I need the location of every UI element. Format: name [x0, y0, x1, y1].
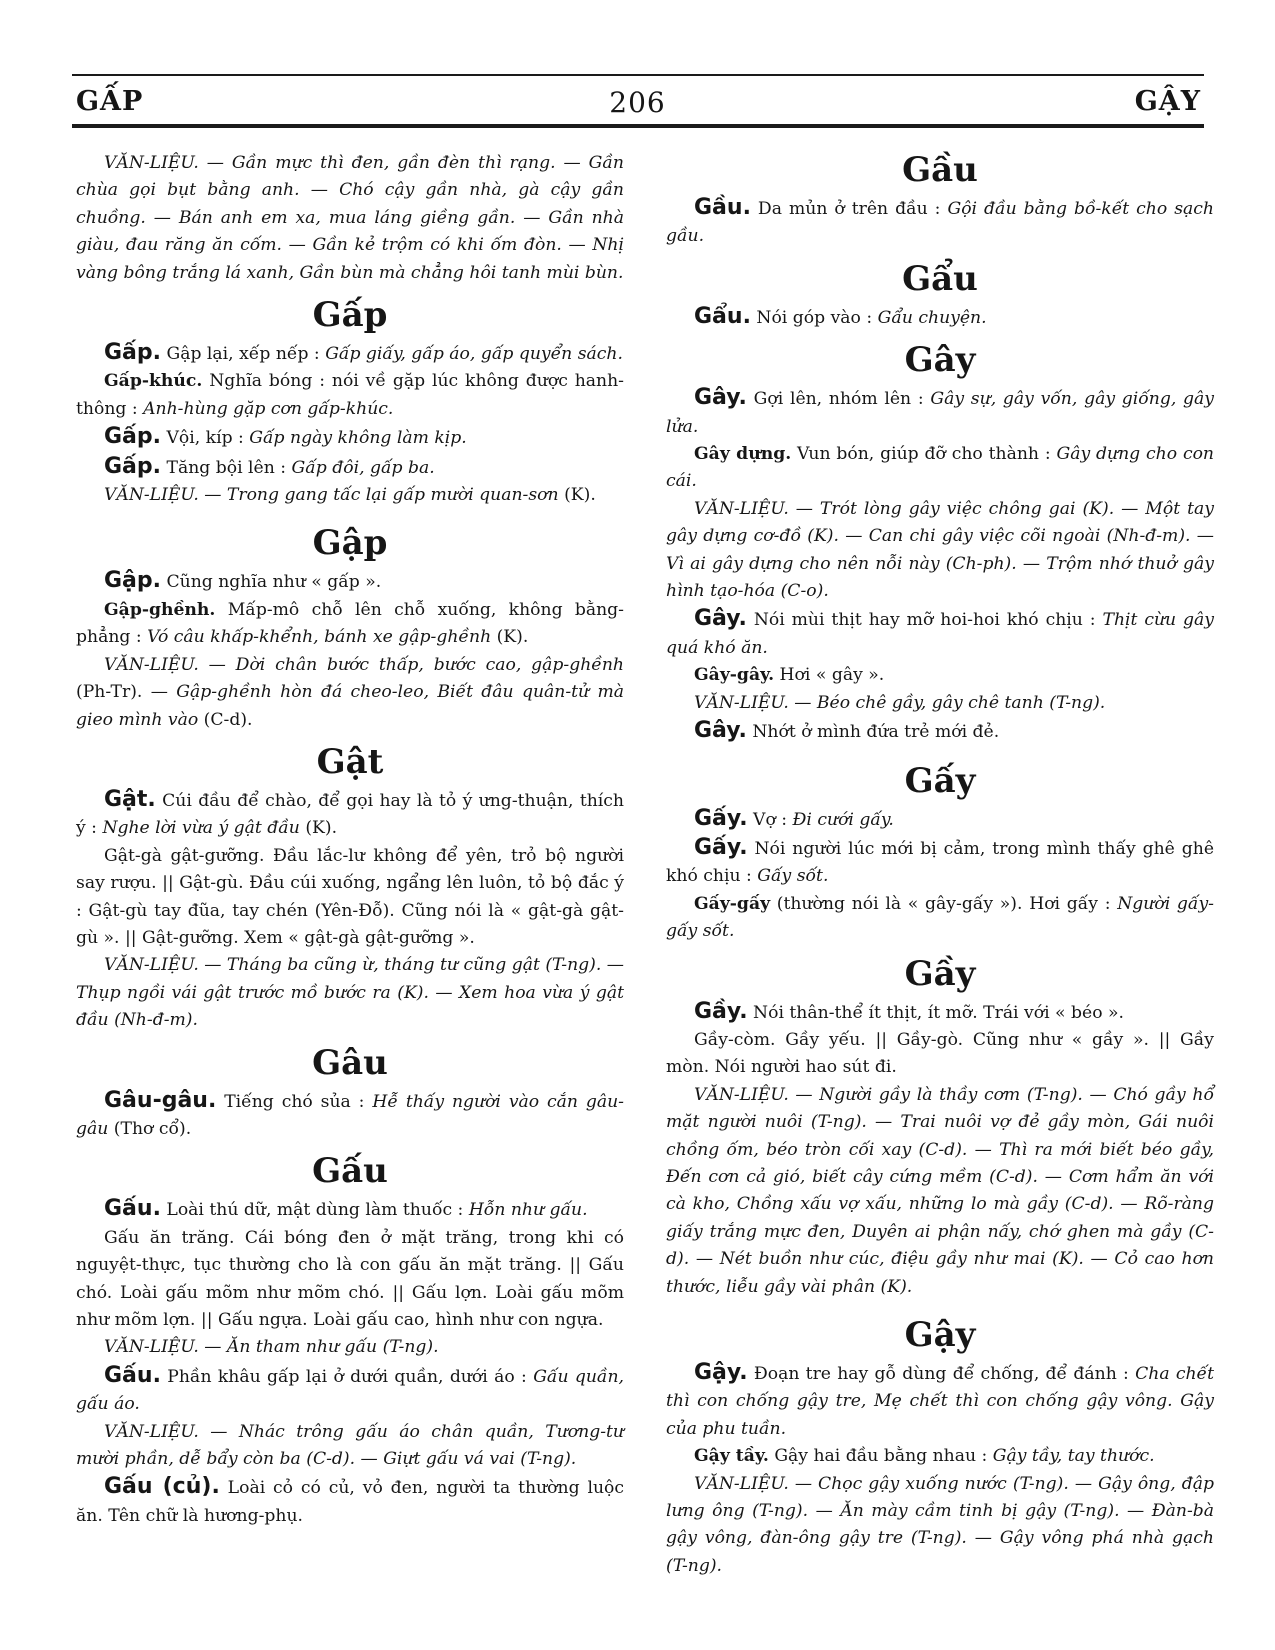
- headword-gay-huyen: Gầy: [904, 953, 976, 994]
- headword-gay-sac: Gấy: [904, 760, 976, 801]
- entry-def: Nói mùi thịt hay mỡ hoi-hoi khó chịu :: [746, 610, 1103, 631]
- entry-def: Nói góp vào :: [750, 307, 878, 328]
- sub-entry-gap-khuc: [76, 368, 624, 423]
- headword-gat: Gật: [316, 741, 384, 782]
- entry-gau-gau: [76, 1087, 624, 1144]
- entry-hw: Gấp.: [104, 424, 162, 450]
- sub-entries-gau: Gấu ăn trăng. Cái bóng đen ở mặt trăng, trong khi có nguyệt-thực, tục thường cho là con gấu ăn mặt trăng. || Gấu chó. Loài gấu mõm như mõm chó. || Gấu lợn. Loài gấu mõm như mõm lợn. || Gấu ngựa. Loài gấu cao, hình như con ngựa.: [76, 1227, 624, 1330]
- van-lieu-source: (Ph-Tr). —: [76, 682, 177, 703]
- sub-entry-gay-tay: [666, 1443, 1214, 1470]
- entry-hw: Gấu.: [104, 1196, 161, 1222]
- entry-hw: Gây.: [694, 385, 747, 411]
- headword-gay: Gây: [904, 340, 976, 381]
- entry-example: Đi cưới gấy.: [792, 809, 894, 830]
- entry-gap-3: [76, 453, 624, 482]
- running-head-left: GẤP: [76, 86, 144, 117]
- van-lieu-gap: [76, 482, 624, 509]
- entry-def: Da mủn ở trên đầu :: [750, 199, 948, 219]
- entry-example: Gấp đôi, gấp ba.: [291, 457, 435, 478]
- sub-entry-def: Hơi « gây ».: [774, 665, 885, 686]
- entry-gau-huyen: [666, 194, 1214, 251]
- entry-source: (Thơ cổ).: [108, 1118, 192, 1139]
- entry-def: Cũng nghĩa như « gấp ».: [161, 572, 382, 593]
- sub-entry-gay-dung: [666, 441, 1214, 496]
- sub-entry-source: (K).: [491, 627, 529, 648]
- entry-hw: Gây.: [694, 606, 747, 632]
- entry-gat: [76, 786, 624, 843]
- sub-entry-gap-ghenh: [76, 597, 624, 652]
- van-lieu-gay-huyen: VĂN-LIỆU. — Người gầy là thầy cơm (T-ng). — Chó gầy hổ mặt người nuôi (T-ng). — Trai nuôi vợ đẻ gầy mòn, Gái nuôi chồng ốm, béo tròn cối xay (C-d). — Thì ra mới biết béo gầy, Đến cơn cả gió, biết cây cứng mềm (C-d). — Cơm hẩm ăn với cà kho, Chồng xấu vợ xấu, những lo mà gầy (C-d). — Rõ-ràng giấy trắng mực đen, Duyên ai phận nấy, chớ ghen mà gầy (C-d). — Nét buồn như cúc, điệu gầy như mai (K). — Cỏ cao hơn thước, liễu gầy vài phân (K).: [666, 1084, 1214, 1297]
- sub-entry-label: Gây dựng.: [694, 444, 792, 465]
- entry-hw: Gầy.: [694, 998, 748, 1024]
- entry-gay-sac-2: [666, 834, 1214, 891]
- entry-example: Gội đầu bằng bồ-kết cho sạch gầu.: [666, 199, 1214, 247]
- entry-hw: Gầu.: [694, 195, 751, 220]
- sub-entry-example: Vó câu khấp-khểnh, bánh xe gập-ghềnh: [147, 627, 492, 648]
- entry-gay-sac-1: [666, 805, 1214, 834]
- entry-example: Thịt cừu gây quá khó ăn.: [666, 610, 1214, 658]
- entry-gay-2: [666, 605, 1214, 662]
- entry-example: Hỗn như gấu.: [468, 1200, 588, 1221]
- sub-entry-example: Anh-hùng gặp cơn gấp-khúc.: [143, 398, 394, 419]
- van-lieu-gay-1: VĂN-LIỆU. — Trót lòng gây việc chông gai (K). — Một tay gây dựng cơ-đồ (K). — Can chi gây việc cõi ngoài (Nh-đ-m). — Vì ai gây dựng cho nên nỗi này (Ch-ph). — Trộm nhớ thuở gây hình tạo-hóa (C-o).: [666, 498, 1214, 602]
- entry-gap-1: [76, 339, 624, 368]
- entry-gau-1: [76, 1195, 624, 1224]
- van-lieu-text: VĂN-LIỆU. — Trong gang tấc lại gấp mười quan-sơn: [104, 485, 565, 506]
- van-lieu-text: VĂN-LIỆU. — Dời chân bước thấp, bước cao, gập-ghềnh: [104, 654, 624, 675]
- entry-def: Đoạn tre hay gỗ dùng để chống, để đánh :: [747, 1364, 1136, 1384]
- entry-def: Tăng bội lên :: [161, 457, 292, 478]
- entry-example: Nghe lời vừa ý gật đầu: [102, 818, 300, 839]
- van-lieu-continuation: VĂN-LIỆU. — Gần mực thì đen, gần đèn thì rạng. — Gần chùa gọi bụt bằng anh. — Chó cậy gần nhà, gà cậy gần chuồng. — Bán anh em xa, mua láng giềng gần. — Gần nhà giàu, đau răng ăn cốm. — Gần kẻ trộm có khi ốm đòn. — Nhị vàng bông trắng lá xanh, Gần bùn mà chẳng hôi tanh mùi bùn.: [76, 153, 624, 283]
- right-column: [666, 150, 1214, 1580]
- entry-gay-1: [666, 384, 1214, 441]
- entry-example: Gây sự, gây vốn, gây giống, gây lửa.: [666, 389, 1214, 437]
- sub-entry-example: Người gấy-gấy sốt.: [666, 893, 1214, 942]
- entry-gay-3: [666, 717, 1214, 746]
- van-lieu-gap-ghenh: [76, 652, 624, 734]
- sub-entries-gay-huyen: Gầy-còm. Gầy yếu. || Gầy-gò. Cũng như « gầy ». || Gầy mòn. Nói người hao sút đi.: [666, 1029, 1214, 1078]
- entry-hw: Gẩu.: [694, 303, 751, 329]
- entry-example: Gấu quần, gấu áo.: [76, 1366, 624, 1415]
- sub-entry-gay-gay: [666, 662, 1214, 689]
- headword-gau-huyen: Gầu: [902, 150, 978, 190]
- top-rule: [72, 74, 1204, 76]
- entry-gap-2: [76, 423, 624, 452]
- entry-source: (K).: [299, 818, 338, 839]
- entry-def: Loài cỏ có củ, vỏ đen, người ta thường luộc ăn. Tên chữ là hương-phụ.: [76, 1478, 625, 1526]
- headword-gay-nang: Gậy: [904, 1315, 976, 1355]
- sub-entry-label: Gây-gây.: [694, 665, 775, 686]
- van-lieu-gau-2: VĂN-LIỆU. — Nhác trông gấu áo chân quần, Tương-tư mười phần, dễ bẩy còn ba (C-d). — Giựt gấu vá vai (T-ng).: [76, 1421, 624, 1470]
- van-lieu-gat: VĂN-LIỆU. — Tháng ba cũng ừ, tháng tư cũng gật (T-ng). — Thụp ngồi vái gật trước mồ bước ra (K). — Xem hoa vừa ý gật đầu (Nh-đ-m).: [76, 955, 624, 1031]
- entry-gap-nang: [76, 567, 624, 596]
- header-rule: [72, 124, 1204, 128]
- headword-gau-sac: Gấu: [312, 1151, 388, 1192]
- van-lieu-source: (K).: [564, 485, 596, 506]
- entry-example: Hễ thấy người vào cắn gâu-gâu: [76, 1091, 624, 1139]
- entry-def: Phần khâu gấp lại ở dưới quần, dưới áo :: [160, 1366, 534, 1387]
- entry-def: Vội, kíp :: [161, 428, 250, 449]
- entry-hw: Gập.: [104, 568, 162, 594]
- entry-hw: Gấy.: [694, 834, 748, 860]
- entry-hw: Gật.: [104, 786, 156, 812]
- van-lieu-gay-nang: VĂN-LIỆU. — Chọc gậy xuống nước (T-ng). — Gậy ông, đập lưng ông (T-ng). — Ăn mày cầm tinh bị gậy (T-ng). — Đàn-bà gậy vông, đàn-ông gậy tre (T-ng). — Gậy vông phá nhà gạch (T-ng).: [666, 1473, 1214, 1576]
- entry-def: Loài thú dữ, mật dùng làm thuốc :: [160, 1200, 469, 1221]
- entry-hw: Gậy.: [694, 1360, 748, 1385]
- sub-entry-def: Nghĩa bóng : nói về gặp lúc không được hanh-thông :: [76, 371, 624, 419]
- sub-entry-example: Gậy tầy, tay thước.: [992, 1446, 1155, 1467]
- entry-def: Gợi lên, nhóm lên :: [746, 389, 931, 410]
- entry-example: Gấp ngày không làm kịp.: [249, 428, 467, 449]
- entry-def: Nói thân-thể ít thịt, ít mỡ. Trái với « béo ».: [747, 1002, 1124, 1023]
- entry-hw: Gấy.: [694, 805, 748, 831]
- entry-def: Nhớt ở mình đứa trẻ mới đẻ.: [746, 722, 1000, 743]
- entry-hw: Gây.: [694, 718, 747, 744]
- entry-gau-2: [76, 1362, 624, 1419]
- van-lieu-gay-2: VĂN-LIỆU. — Béo chê gầy, gây chê tanh (T-ng).: [694, 692, 1106, 713]
- sub-entry-gay-sac: [666, 891, 1214, 946]
- sub-entry-label: Gập-ghềnh.: [104, 599, 216, 620]
- sub-entries-gat: Gật-gà gật-gưỡng. Đầu lắc-lư không để yên, trỏ bộ người say rượu. || Gật-gù. Đầu cúi xuống, ngẩng lên luôn, tỏ bộ đắc ý : Gật-gù tay đũa, tay chén (Yên-Đỗ). Cũng nói là « gật-gà gật-gù ». || Gật-gưỡng. Xem « gật-gà gật-gưỡng ».: [76, 845, 624, 948]
- left-column: [76, 150, 624, 1530]
- entry-hw: Gấp.: [104, 453, 162, 479]
- entry-example: Gấy sốt.: [757, 866, 829, 887]
- entry-hw: Gâu-gâu.: [104, 1087, 217, 1113]
- sub-entry-label: Gấp-khúc.: [104, 371, 203, 392]
- headword-gau: Gâu: [312, 1042, 388, 1083]
- page-number: 206: [609, 86, 666, 119]
- sub-entry-label: Gấy-gấy: [694, 893, 771, 914]
- headword-gap-2: Gập: [312, 523, 388, 564]
- sub-entry-def: Gậy hai đầu bằng nhau :: [768, 1446, 993, 1467]
- entry-gay-nang: [666, 1359, 1214, 1443]
- entry-example: Gấp giấy, gấp áo, gấp quyển sách.: [325, 344, 623, 365]
- sub-entry-def: (thường nói là « gây-gấy »). Hơi gấy :: [770, 893, 1118, 914]
- entry-example: Cha chết thì con chống gậy tre, Mẹ chết thì con chống gậy vông. Gậy của phu tuần.: [666, 1364, 1215, 1439]
- sub-entry-def: Mấp-mô chỗ lên chỗ xuống, không bằng-phẳng :: [76, 599, 624, 648]
- entry-gau-cu: [76, 1473, 624, 1530]
- entry-hw: Gấu (củ).: [104, 1474, 220, 1500]
- running-head-right: GẬY: [1134, 86, 1201, 117]
- van-lieu-text: Gập-ghềnh hòn đá cheo-leo, Biết đâu quân-tử mà gieo mình vào: [76, 682, 624, 730]
- headword-gap: Gấp: [312, 295, 388, 336]
- entry-def: Gập lại, xếp nếp :: [161, 344, 326, 365]
- van-lieu-gau-1: VĂN-LIỆU. — Ăn tham như gấu (T-ng).: [104, 1337, 439, 1358]
- entry-def: Cúi đầu để chào, để gọi hay là tỏ ý ưng-thuận, thích ý :: [76, 790, 624, 839]
- sub-entry-label: Gậy tầy.: [694, 1446, 769, 1467]
- entry-hw: Gấp.: [104, 340, 162, 366]
- entry-hw: Gấu.: [104, 1362, 161, 1388]
- entry-def: Nói người lúc mới bị cảm, trong mình thấy ghê ghê khó chịu :: [666, 838, 1214, 887]
- sub-entry-example: Gây dựng cho con cái.: [666, 444, 1214, 492]
- van-lieu-source: (C-d).: [203, 709, 253, 730]
- entry-gau-hoi: [666, 303, 1214, 332]
- sub-entry-def: Vun bón, giúp đỡ cho thành :: [791, 444, 1057, 465]
- entry-def: Tiếng chó sủa :: [216, 1091, 373, 1112]
- entry-gay-huyen: [666, 998, 1214, 1027]
- headword-gau-hoi: Gẩu: [902, 258, 978, 299]
- entry-def: Vợ :: [747, 809, 793, 830]
- entry-example: Gẩu chuyện.: [877, 307, 987, 328]
